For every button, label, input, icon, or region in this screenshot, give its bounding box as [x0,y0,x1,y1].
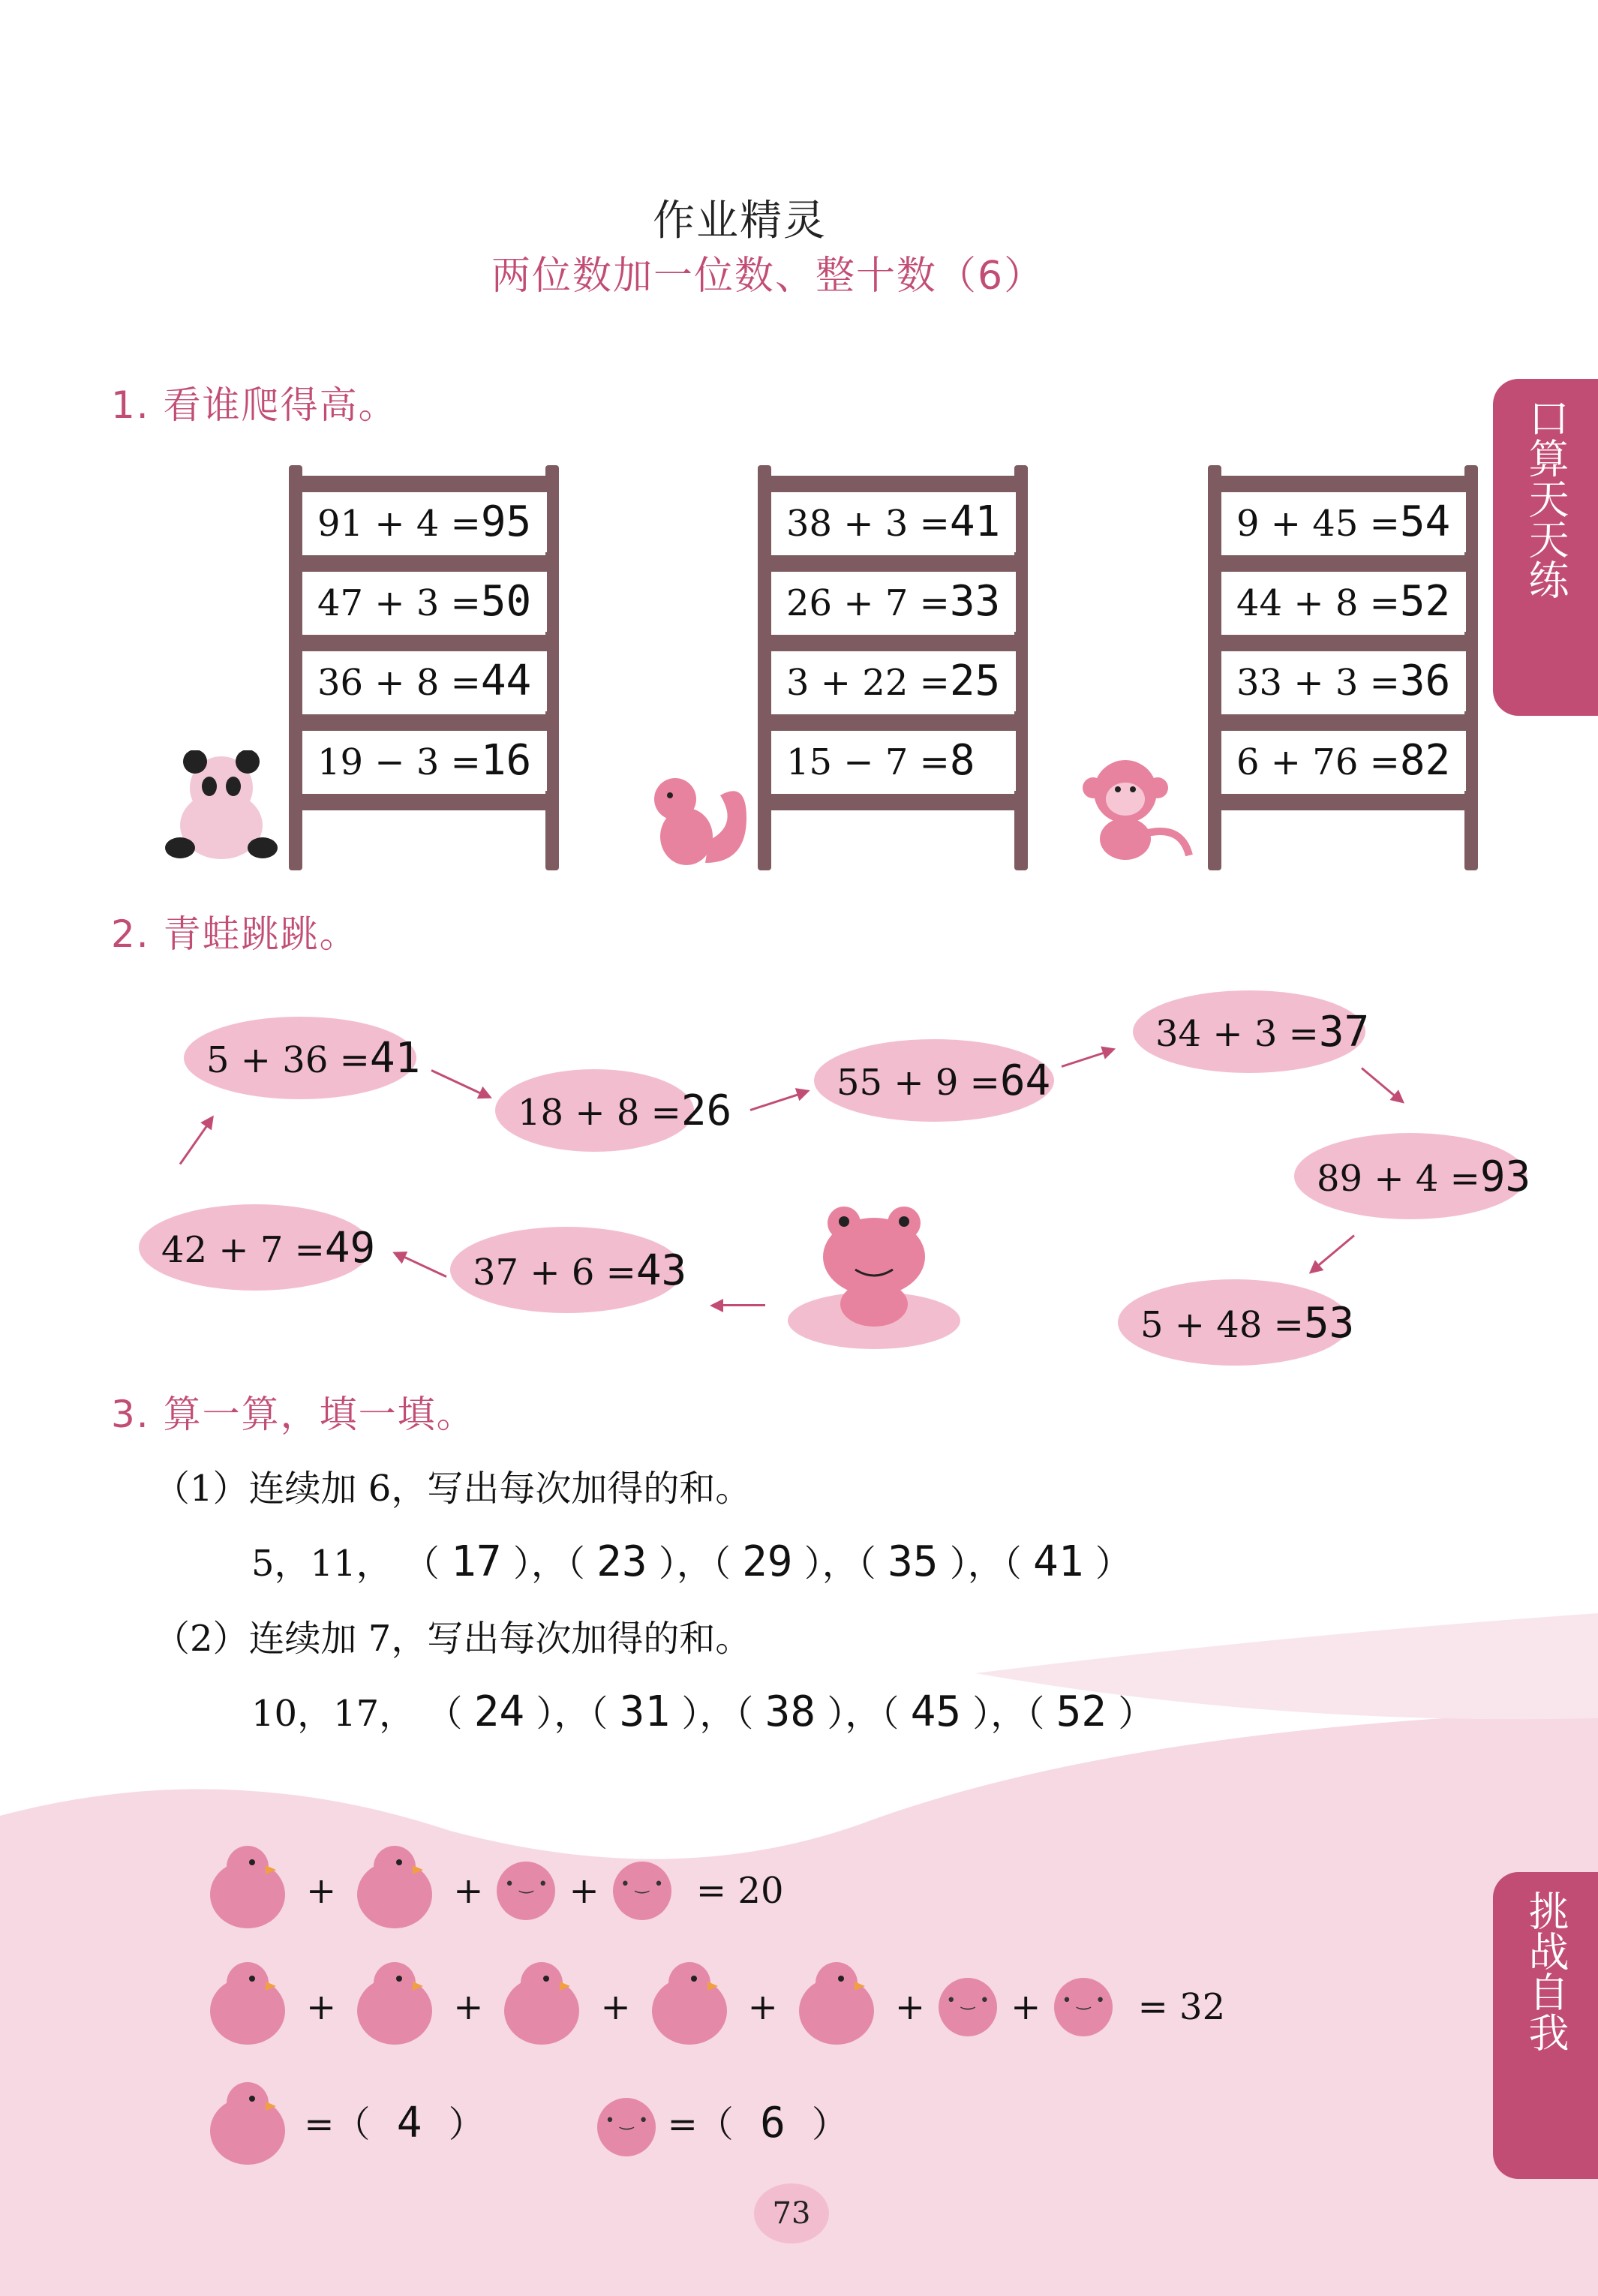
ladder-equation [311,651,547,711]
ladder-rail [1014,465,1028,870]
ladder-rung [1221,555,1466,572]
pad-equation [1317,1153,1530,1201]
equation-expression: 38 + 3 = [786,503,950,545]
face-answer[interactable]: 6 [760,2098,785,2147]
equation-expression: 15 − 7 = [786,741,950,783]
equation-expression: 89 + 4 = [1317,1157,1480,1200]
ladder-rung [302,476,547,492]
lily-pad [495,1069,732,1152]
ladder-equation [780,651,1016,711]
lily-pad [184,1017,421,1099]
smiley-face-icon [939,1978,997,2036]
equation-answer[interactable]: 41 [369,1034,421,1083]
sequence-answer[interactable]: 45 [910,1687,962,1736]
ladder-equation [780,572,1016,632]
sequence-blank: （ 29 ）， [712,1537,858,1586]
equation-expression: 44 + 8 = [1236,582,1400,624]
sequence-blank: （ 23 ）， [566,1537,713,1586]
ladder-rung [1221,794,1466,810]
equation-answer[interactable]: 64 [999,1056,1051,1105]
question-1-heading: 1. 看谁爬得高。 [111,383,398,427]
paren-close: ） [812,2103,849,2146]
sequence-blank: （ 24 ）， [426,1687,590,1736]
equation-result: = 20 [695,1870,784,1912]
ladder-rail [289,465,302,870]
chick-answer[interactable]: 4 [396,2098,422,2147]
ladder-rail [1208,465,1221,870]
sequence-answer[interactable]: 41 [1033,1537,1084,1586]
ladder-equation [311,572,547,632]
equation-answer[interactable]: 93 [1479,1152,1531,1201]
smiley-face-icon [613,1862,671,1920]
pad-equation [1140,1299,1354,1348]
ladder-rung [771,555,1016,572]
challenge-equation-2: + + + + +• ‿ • +• ‿ • = 32 [203,1962,1239,2052]
side-tab-daily-practice [1493,379,1598,716]
ladder-rung [1221,635,1466,651]
chick-icon [644,1962,734,2052]
equation-expression: 6 + 76 = [1236,741,1400,783]
ladder [758,465,1028,870]
equation-answer[interactable]: 44 [480,657,532,705]
ladder-rung [302,794,547,810]
challenge-equation-1: + +• ‿ • +• ‿ • = 20 [203,1846,797,1936]
pad-equation [1155,1008,1369,1056]
chick-icon [350,1846,440,1936]
equation-expression: 47 + 3 = [317,582,481,624]
ladder-equation [1230,731,1466,791]
lily-pad [1294,1133,1531,1219]
equation-expression: 33 + 3 = [1236,662,1400,704]
ladder-equation [311,492,547,552]
sequence-answer[interactable]: 31 [619,1687,671,1736]
equals-open: =（ [667,2103,734,2146]
sequence-answer[interactable]: 38 [764,1687,816,1736]
chick-icon [203,1846,293,1936]
ladder [1208,465,1478,870]
equation-expression: 37 + 6 = [473,1251,636,1294]
equation-answer[interactable]: 36 [1399,657,1451,705]
equation-answer[interactable]: 82 [1399,736,1451,785]
equation-result: = 32 [1137,1986,1226,2028]
pad-equation [161,1224,375,1273]
ladder-rung [1221,714,1466,731]
monkey-icon [1069,758,1197,863]
equation-expression: 55 + 9 = [837,1062,1000,1104]
sequence-answer[interactable]: 35 [888,1537,939,1586]
question-2-heading: 2. 青蛙跳跳。 [111,912,359,956]
chick-icon [791,1962,882,2052]
equation-answer[interactable]: 26 [680,1086,732,1135]
equation-expression: 3 + 22 = [786,662,950,704]
ladder-equation [1230,651,1466,711]
ladder-equation [780,492,1016,552]
ladder-equation [1230,572,1466,632]
equation-expression: 5 + 36 = [206,1039,370,1081]
sequence-answer[interactable]: 24 [473,1687,525,1736]
lily-pad [450,1227,687,1313]
sequence-blank: （ 31 ）， [590,1687,736,1736]
question-3-heading: 3. 算一算，填一填。 [111,1393,476,1436]
q3-part2-label: （2）连续加 7，写出每次加得的和。 [154,1618,752,1660]
equation-answer[interactable]: 25 [949,657,1001,705]
equation-answer[interactable]: 41 [949,497,1001,546]
equation-expression: 42 + 7 = [161,1228,325,1271]
sequence-start: 5，11， [251,1543,392,1585]
equation-answer[interactable]: 33 [949,577,1001,626]
ladder-rung [771,635,1016,651]
equation-expression: 9 + 45 = [1236,503,1400,545]
squirrel-icon [634,758,754,870]
frog-icon [784,1201,964,1351]
sequence-answer[interactable]: 17 [451,1537,502,1586]
ladder [289,465,559,870]
side-tab-challenge [1493,1872,1598,2179]
equation-expression: 18 + 8 = [518,1092,681,1134]
equation-expression: 26 + 7 = [786,582,950,624]
q3-part2-sequence [251,1684,1154,1736]
ladder-rung [771,794,1016,810]
ladder-equation [1230,492,1466,552]
equation-expression: 36 + 8 = [317,662,481,704]
q3-part1-sequence [251,1534,1131,1586]
ladder-rung [302,635,547,651]
challenge-answers [203,2082,848,2172]
chick-icon [203,2082,293,2172]
pad-equation [206,1034,420,1083]
sequence-blank: （ 35 ）， [858,1537,1004,1586]
side-tab-label: 挑战自我 [1522,1890,1569,2052]
side-tab-label: 口算天天练 [1522,397,1569,600]
smiley-face-icon [1054,1978,1113,2036]
equation-answer[interactable]: 54 [1399,497,1451,546]
sequence-blank: （ 45 ）， [881,1687,1027,1736]
equation-answer[interactable]: 49 [324,1223,376,1273]
ladder-equation [780,731,1016,791]
equation-answer[interactable]: 16 [480,736,532,785]
equation-answer[interactable]: 53 [1303,1298,1355,1348]
equation-answer[interactable]: 95 [480,497,532,546]
lily-pad [1133,990,1370,1073]
equation-expression: 5 + 48 = [1140,1303,1304,1346]
page-number: 73 [754,2183,829,2243]
lily-pad [814,1039,1054,1122]
sequence-blank: （ 52 ） [1026,1687,1155,1736]
ladder-rail [758,465,771,870]
page-title: 两位数加一位数、整十数（6） [491,254,1045,299]
q3-part1-label: （1）连续加 6，写出每次加得的和。 [154,1468,752,1510]
equation-answer[interactable]: 50 [480,577,532,626]
ladder-rung [771,476,1016,492]
sequence-answer[interactable]: 52 [1056,1687,1107,1736]
ladder-rail [1464,465,1478,870]
equals-open: =（ [304,2103,371,2146]
equation-answer[interactable]: 8 [949,736,975,785]
chick-icon [203,1962,293,2052]
sequence-start: 10，17， [251,1693,416,1735]
ladder-rung [302,555,547,572]
sequence-answer[interactable]: 23 [596,1537,647,1586]
lily-pad [1118,1279,1355,1366]
ladder-rung [302,714,547,731]
brand-logo-text: 作业精灵 [653,197,827,245]
ladder-rung [771,714,1016,731]
equation-answer[interactable]: 37 [1318,1008,1370,1056]
sequence-blank: （ 38 ）， [735,1687,882,1736]
sequence-blank: （ 17 ）， [403,1537,567,1586]
sequence-answer[interactable]: 29 [742,1537,793,1586]
ladder-equation [311,731,547,791]
pad-equation [473,1246,686,1295]
smiley-face-icon [597,2098,656,2156]
pad-equation [837,1056,1050,1105]
equation-expression: 34 + 3 = [1155,1013,1319,1055]
paren-close: ） [448,2103,485,2146]
equation-answer[interactable]: 52 [1399,577,1451,626]
ladder-rail [545,465,559,870]
ladder-rung [1221,476,1466,492]
smiley-face-icon [497,1862,555,1920]
sequence-blank: （ 41 ） [1003,1537,1131,1586]
chick-icon [497,1962,587,2052]
panda-icon [161,750,281,863]
chick-icon [350,1962,440,2052]
equation-expression: 19 − 3 = [317,741,481,783]
lily-pad [139,1204,376,1291]
equation-answer[interactable]: 43 [635,1246,687,1295]
equation-expression: 91 + 4 = [317,503,481,545]
arrow [713,1304,765,1306]
pad-equation [518,1086,731,1135]
